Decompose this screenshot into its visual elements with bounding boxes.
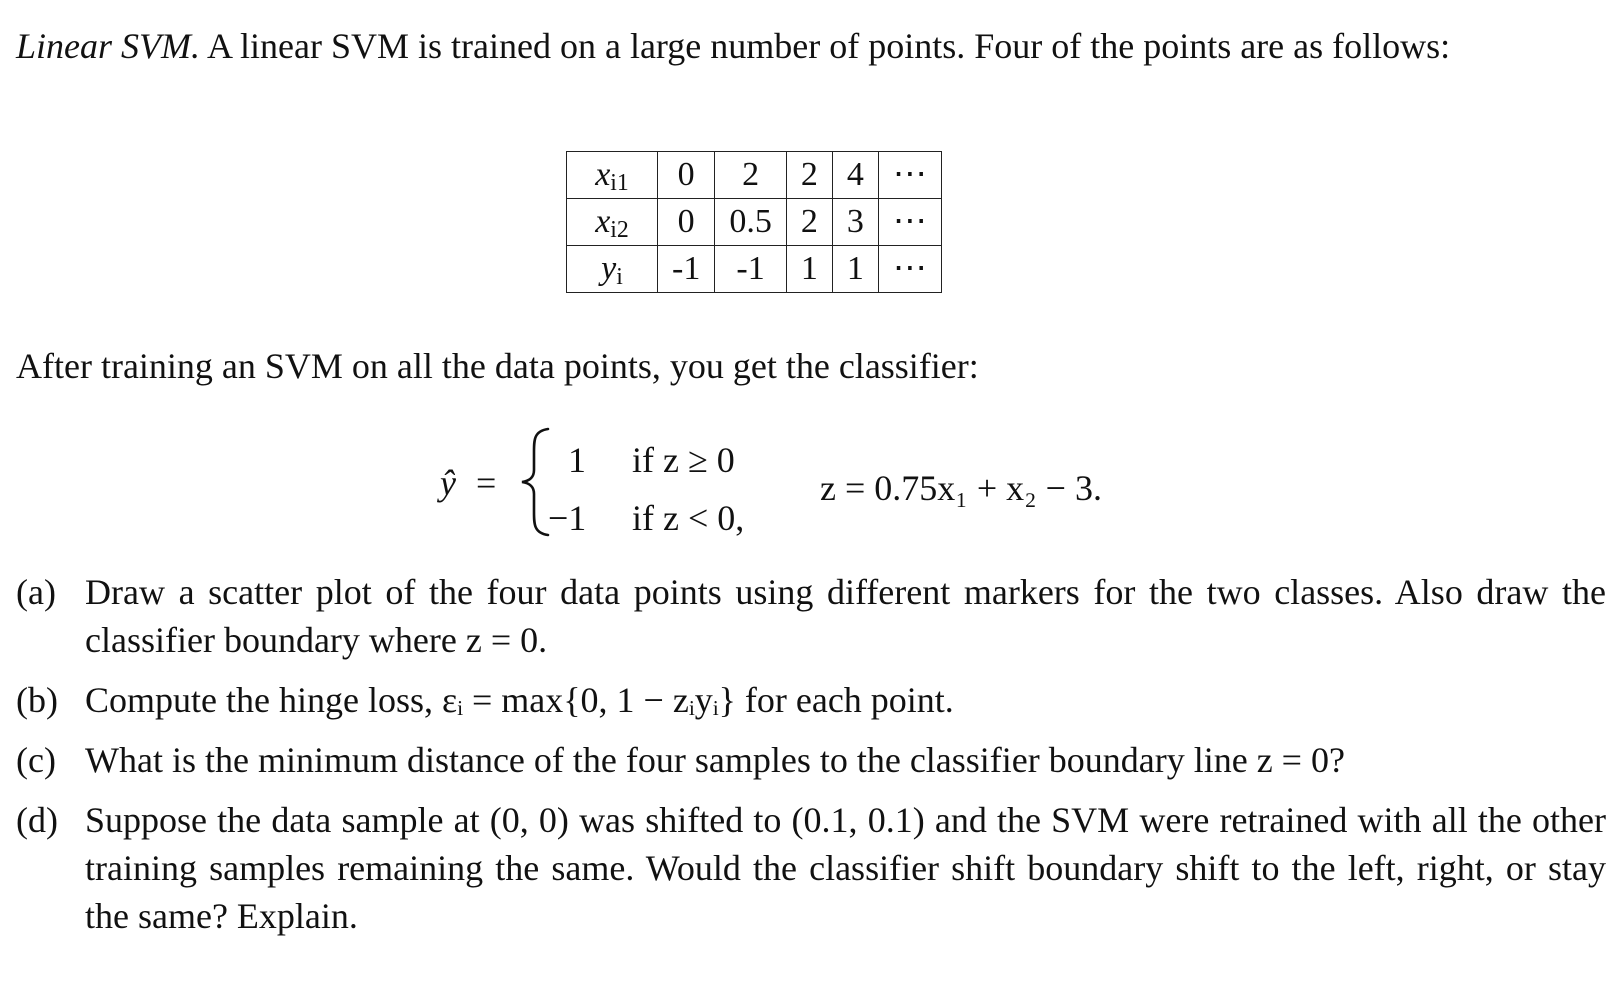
case-2-condition: if z < 0, <box>632 498 745 538</box>
question-label: (a) <box>16 572 56 612</box>
question-text: What is the minimum distance of the four samples to the classifier boundary line z = 0? <box>85 740 1345 780</box>
equals-sign: = <box>476 463 497 503</box>
table-row <box>567 152 942 199</box>
question-text: Suppose the data sample at (0, 0) was shifted to (0.1, 0.1) and the SVM were retrained with all the other training samples remaining the same. Would the classifier shift boundary shift to the left, right, or stay the same? Explain. <box>85 800 1606 936</box>
table-cell: ⋯ <box>878 246 941 293</box>
table-cell: ⋯ <box>878 199 941 246</box>
table-row <box>567 246 942 293</box>
question-label: (b) <box>16 680 58 720</box>
problem-title: Linear SVM. <box>16 26 200 66</box>
row-header: $y_i$ <box>567 246 658 293</box>
table-cell: 0.5 <box>715 199 787 246</box>
intro-paragraph <box>16 22 1606 70</box>
intro-text: A linear SVM is trained on a large number of points. Four of the points are as follows: <box>207 26 1451 66</box>
question-text: Draw a scatter plot of the four data points using different markers for the two classes. Also draw the classifier boundary where z = 0. <box>85 572 1606 660</box>
table-cell: 2 <box>715 152 787 199</box>
table-cell: 3 <box>832 199 878 246</box>
case-1-value: 1 <box>568 440 586 480</box>
table-cell: -1 <box>658 246 715 293</box>
after-training-text: After training an SVM on all the data points, you get the classifier: <box>16 346 979 386</box>
table-cell: 0 <box>658 152 715 199</box>
question-label: (d) <box>16 800 58 840</box>
question-text: Compute the hinge loss, εᵢ = max{0, 1 − zᵢyᵢ} for each point. <box>85 680 954 720</box>
table-cell: 1 <box>832 246 878 293</box>
table-cell: ⋯ <box>878 152 941 199</box>
question-b <box>16 676 1606 724</box>
case-2-value: −1 <box>548 498 587 538</box>
question-label: (c) <box>16 740 56 780</box>
table-cell: 4 <box>832 152 878 199</box>
table-row <box>567 199 942 246</box>
question-a <box>16 568 1606 664</box>
table-cell: 1 <box>786 246 832 293</box>
left-brace-icon <box>518 426 552 538</box>
table-cell: 0 <box>658 199 715 246</box>
case-1-condition: if z ≥ 0 <box>632 440 735 480</box>
row-header: $x_{i2}$ <box>567 199 658 246</box>
data-table <box>566 151 942 293</box>
table-cell: 2 <box>786 199 832 246</box>
z-definition: z = 0.75x₁ + x₂ − 3. <box>820 468 1102 508</box>
y-hat-symbol: ŷ <box>440 463 456 503</box>
row-header: $x_{i1}$ <box>567 152 658 199</box>
question-d <box>16 796 1606 940</box>
table-cell: 2 <box>786 152 832 199</box>
question-c <box>16 736 1606 784</box>
table-cell: -1 <box>715 246 787 293</box>
